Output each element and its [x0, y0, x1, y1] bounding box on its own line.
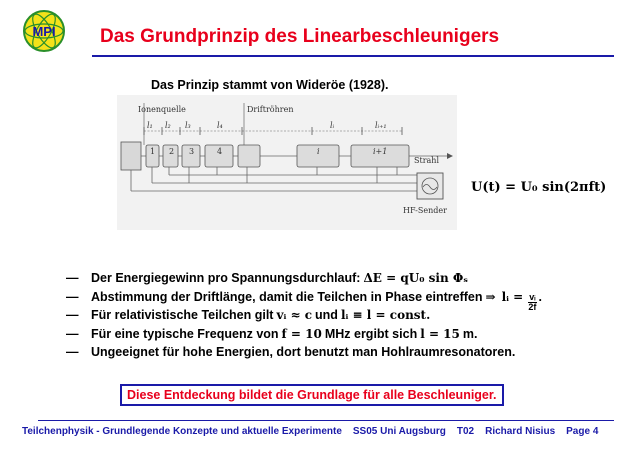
slide-title: Das Grundprinzip des Linearbeschleunigers — [100, 26, 500, 47]
footer-semester: SS05 Uni Augsburg — [352, 426, 446, 437]
bullet-und: und — [315, 308, 338, 322]
bullet-dash: — — [66, 289, 79, 304]
bullet-dash: — — [66, 271, 79, 285]
length-formula: l = 15 — [420, 326, 460, 341]
fraction-numerator: vᵢ — [529, 291, 536, 302]
rf-transmitter — [417, 173, 443, 199]
footer — [22, 426, 609, 437]
frequency-formula: f = 10 — [281, 326, 322, 341]
bullet-text: Der Energiegewinn pro Spannungsdurchlauf: — [91, 271, 361, 285]
bullet-text: Für relativistische Teilchen gilt — [91, 308, 274, 322]
linac-diagram — [117, 95, 457, 230]
footer-course: Teilchenphysik - Grundlegende Konzepte und aktuelle Experimente — [22, 426, 342, 437]
tube-label-4: 4 — [217, 147, 223, 156]
bullet-mid: MHz ergibt sich — [324, 326, 418, 341]
energy-gain-formula: ΔE = qU₀ sin Φₛ — [363, 271, 469, 285]
tube-label-i: i — [317, 147, 320, 156]
fraction-denominator: 2f — [528, 301, 537, 312]
title-rule — [92, 55, 614, 57]
tube-label-1: 1 — [150, 147, 156, 156]
tube-label-3: 3 — [189, 147, 195, 156]
drift-length-lhs: lᵢ = — [501, 289, 524, 304]
bullet-dash: — — [66, 308, 79, 322]
label-beam: Strahl — [414, 156, 439, 165]
bullet-list — [66, 269, 542, 362]
bullet-end: . — [538, 289, 542, 304]
bullet-dash: — — [66, 345, 79, 359]
gap-label-2: l₂ — [165, 121, 171, 130]
bullet-limitation — [66, 343, 542, 362]
bullet-relativistic — [66, 306, 542, 325]
voltage-formula: U(t) = U₀ sin(2πft) — [471, 180, 607, 195]
bullet-energy-gain — [66, 269, 542, 288]
label-rf-transmitter: HF-Sender — [403, 206, 447, 215]
logo-text: MPI — [32, 24, 56, 39]
label-ion-source: Ionenquelle — [138, 105, 186, 114]
bullet-text: Ungeeignet für hohe Energien, dort benutzt man Hohlraumresonatoren. — [91, 345, 516, 359]
label-drift-tubes: Driftröhren — [247, 105, 294, 114]
bullet-drift-length — [66, 288, 542, 312]
footer-author: Richard Nisius — [485, 426, 556, 437]
gap-label-4: l₄ — [217, 121, 223, 130]
mpi-logo — [22, 9, 66, 53]
bullet-dash: — — [66, 326, 79, 341]
tube-label-i1: i+1 — [373, 147, 388, 156]
bullet-end: m. — [462, 326, 478, 341]
conclusion-box: Diese Entdeckung bildet die Grundlage für alle Beschleuniger. — [120, 384, 504, 406]
footer-page: Page 4 — [566, 426, 599, 437]
gap-label-3: l₃ — [185, 121, 191, 130]
const-length-formula: lᵢ ≡ l = const. — [340, 308, 431, 322]
footer-lecture: T02 — [456, 426, 475, 437]
implies-arrow: ⇒ — [485, 289, 496, 304]
tube-label-2: 2 — [169, 147, 175, 156]
footer-rule — [38, 420, 614, 421]
gap-label-i1: lᵢ₊₁ — [375, 121, 387, 130]
bullet-frequency — [66, 325, 542, 344]
bullet-text: Für eine typische Frequenz von — [91, 326, 279, 341]
velocity-formula: vᵢ ≈ c — [276, 308, 313, 322]
gap-label-1: l₁ — [147, 121, 153, 130]
ion-source — [121, 142, 141, 170]
drift-length-fraction — [528, 293, 536, 312]
bullet-text: Abstimmung der Driftlänge, damit die Teilchen in Phase eintreffen — [91, 289, 483, 304]
gap-label-i: lᵢ — [330, 121, 335, 130]
slide-subtitle: Das Prinzip stammt von Wideröe (1928). — [151, 78, 389, 92]
